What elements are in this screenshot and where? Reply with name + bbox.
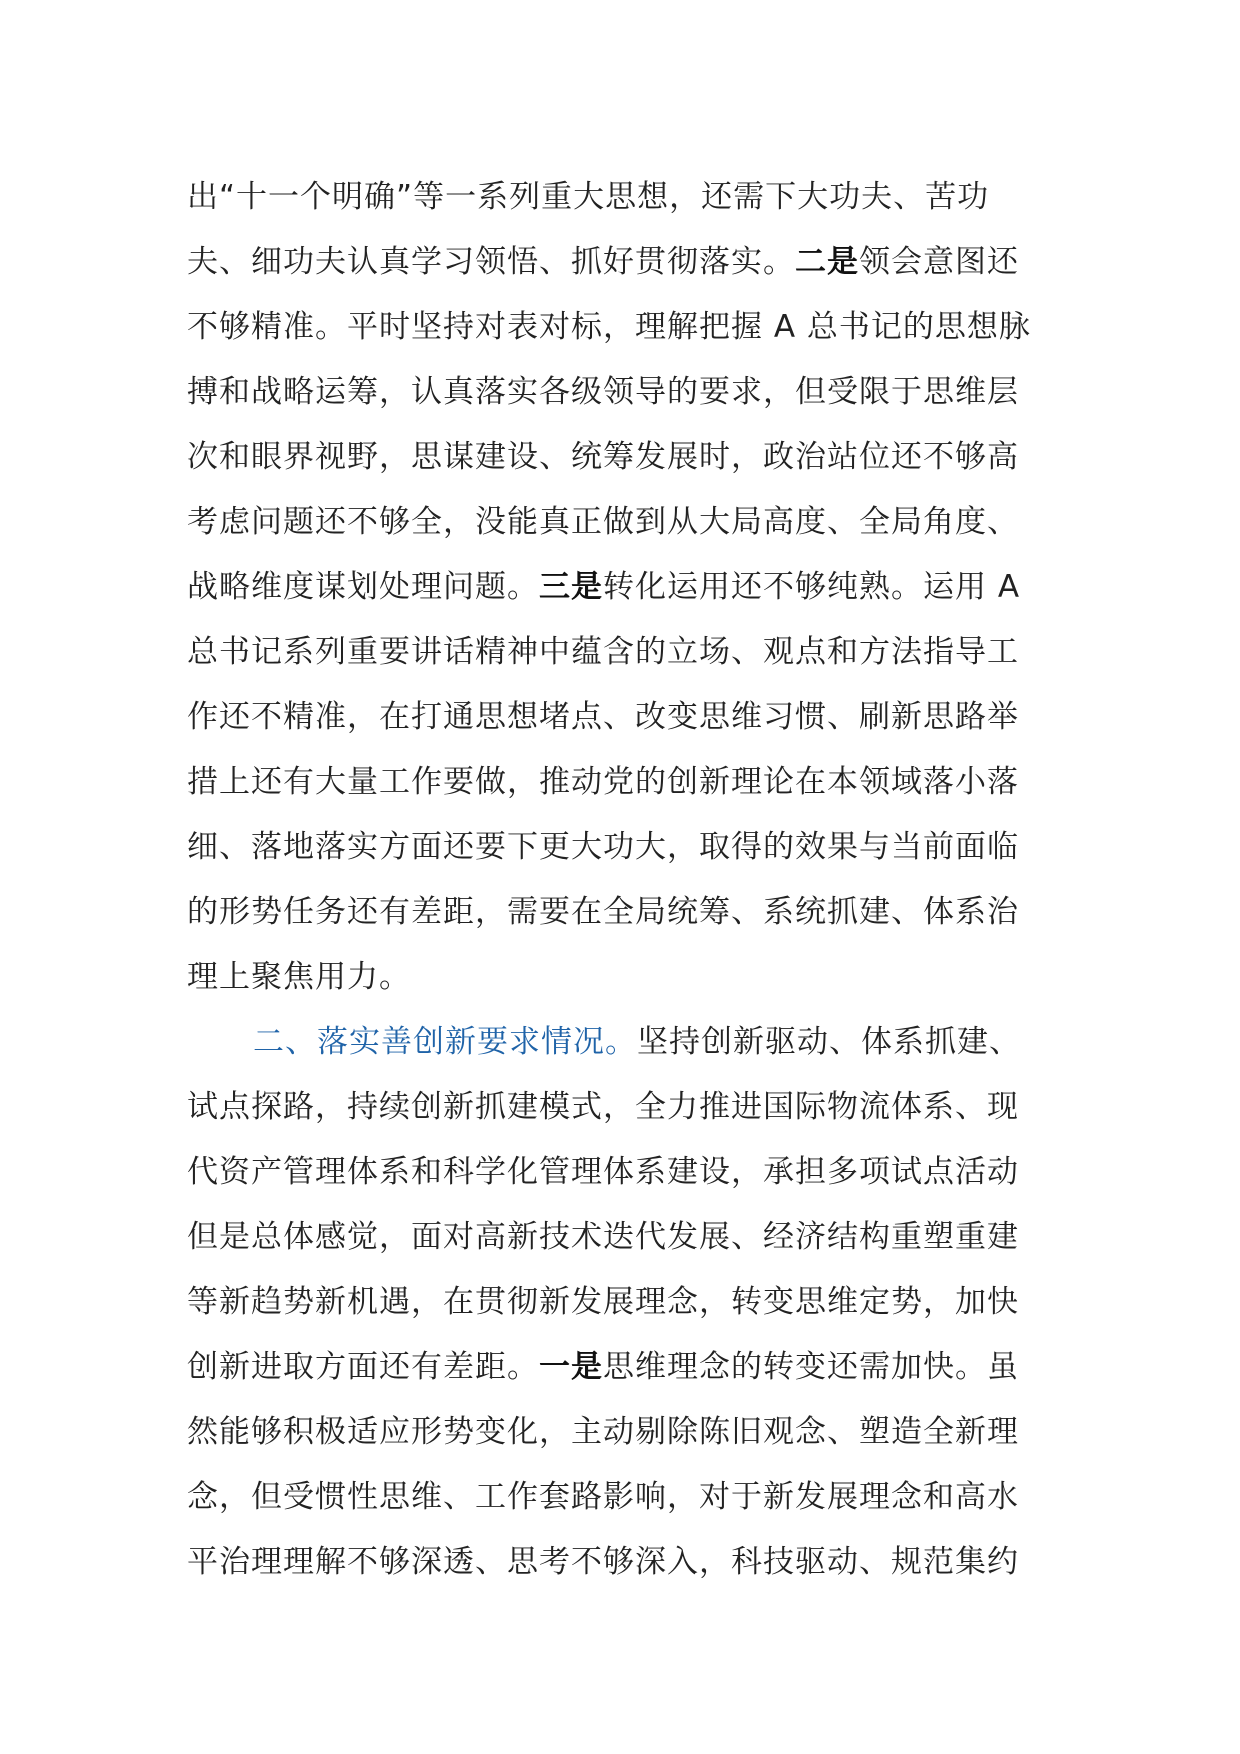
text-line — [187, 1530, 1057, 1595]
text-span: 思维理念的转变还需加快。虽 — [603, 1349, 1019, 1385]
text-span: 细、落地落实方面还要下更大功大，取得的效果与当前面临 — [187, 829, 1019, 865]
text-span: 战略维度谋划处理问题。 — [187, 569, 539, 605]
text-span: 坚持创新驱动、体系抓建、 — [637, 1024, 1021, 1060]
document-body — [187, 165, 1057, 1595]
text-line — [187, 1335, 1057, 1400]
text-span: 等新趋势新机遇，在贯彻新发展理念，转变思维定势，加快 — [187, 1284, 1019, 1320]
text-span: 的形势任务还有差距，需要在全局统筹、系统抓建、体系治 — [187, 894, 1019, 930]
emphasis-label: 三是 — [539, 569, 603, 605]
text-span: 念，但受惯性思维、工作套路影响，对于新发展理念和高水 — [187, 1479, 1019, 1515]
text-span: 平治理理解不够深透、思考不够深入，科技驱动、规范集约 — [187, 1544, 1019, 1580]
text-line — [187, 945, 1057, 1010]
text-line — [187, 1140, 1057, 1205]
text-span: 出“十一个明确”等一系列重大思想，还需下大功夫、苦功 — [187, 179, 990, 215]
text-line — [187, 1400, 1057, 1465]
text-span: 作还不精准，在打通思想堵点、改变思维习惯、刷新思路举 — [187, 699, 1019, 735]
text-line — [187, 360, 1057, 425]
text-span: 然能够积极适应形势变化，主动剔除陈旧观念、塑造全新理 — [187, 1414, 1019, 1450]
text-span: 代资产管理体系和科学化管理体系建设，承担多项试点活动 — [187, 1154, 1019, 1190]
text-line — [187, 1075, 1057, 1140]
text-span: 措上还有大量工作要做，推动党的创新理论在本领域落小落 — [187, 764, 1019, 800]
text-line — [187, 165, 1057, 230]
text-line — [187, 1270, 1057, 1335]
text-span: 总书记系列重要讲话精神中蕴含的立场、观点和方法指导工 — [187, 634, 1019, 670]
section-heading: 二、落实善创新要求情况。 — [253, 1024, 637, 1060]
text-span: 不够精准。平时坚持对表对标，理解把握 A 总书记的思想脉 — [187, 309, 1031, 345]
text-span: 试点探路，持续创新抓建模式，全力推进国际物流体系、现 — [187, 1089, 1019, 1125]
text-line — [187, 880, 1057, 945]
text-span: 创新进取方面还有差距。 — [187, 1349, 539, 1385]
text-line — [187, 1205, 1057, 1270]
emphasis-label: 二是 — [795, 244, 859, 280]
emphasis-label: 一是 — [539, 1349, 603, 1385]
text-span: 考虑问题还不够全，没能真正做到从大局高度、全局角度、 — [187, 504, 1019, 540]
text-line — [187, 750, 1057, 815]
text-span: 搏和战略运筹，认真落实各级领导的要求，但受限于思维层 — [187, 374, 1019, 410]
text-span: 领会意图还 — [859, 244, 1019, 280]
text-line — [187, 230, 1057, 295]
text-line — [187, 555, 1057, 620]
text-line — [187, 295, 1057, 360]
text-span: 理上聚焦用力。 — [187, 959, 411, 995]
text-line — [187, 1465, 1057, 1530]
text-line — [187, 685, 1057, 750]
text-span: 但是总体感觉，面对高新技术迭代发展、经济结构重塑重建 — [187, 1219, 1019, 1255]
text-line — [187, 620, 1057, 685]
text-line — [187, 815, 1057, 880]
text-span: 次和眼界视野，思谋建设、统筹发展时，政治站位还不够高 — [187, 439, 1019, 475]
text-span: 转化运用还不够纯熟。运用 A — [603, 569, 1021, 605]
text-line — [187, 425, 1057, 490]
section-heading-line — [187, 1010, 1057, 1075]
text-span: 夫、细功夫认真学习领悟、抓好贯彻落实。 — [187, 244, 795, 280]
text-line — [187, 490, 1057, 555]
